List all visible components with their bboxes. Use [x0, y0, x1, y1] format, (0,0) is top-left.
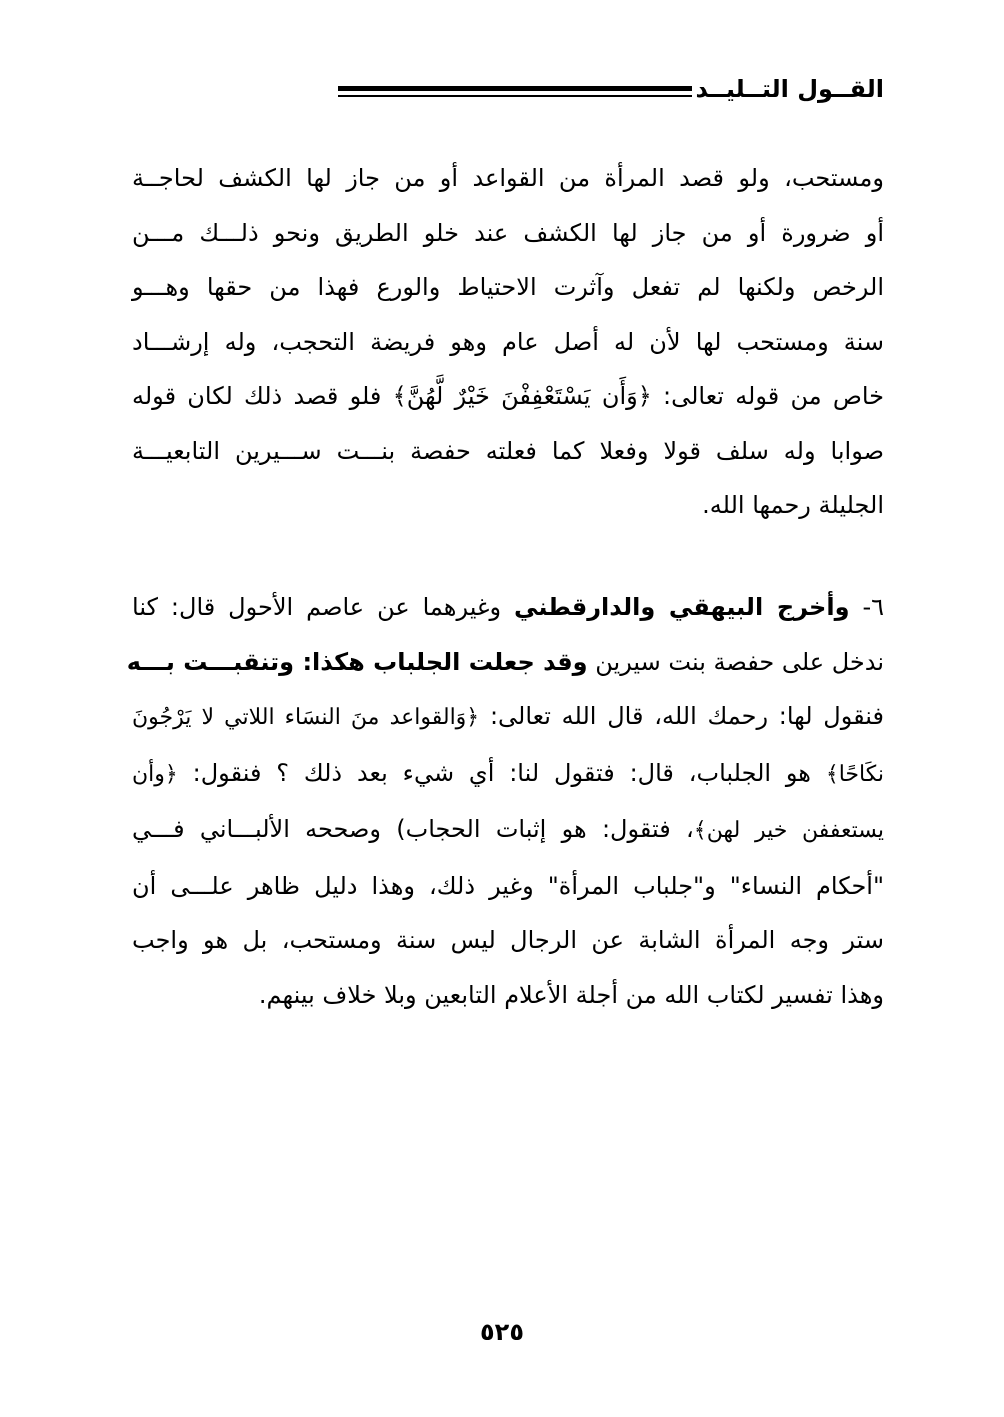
paragraph-2: [126, 580, 885, 1022]
narration-text: ندخل على حفصة بنت سيرين: [587, 647, 884, 676]
paragraph-2-line-1: [132, 580, 884, 635]
quran-verse: ﴿وَالقواعد منَ النسَاء اللاتي لا يَرْجُونَ: [132, 705, 480, 730]
paragraph-2-line-4: [132, 746, 884, 803]
narration-text: فنقول لها: رحمك الله، قال الله تعالى:: [479, 702, 884, 730]
bold-sources: وأخرج البيهقي والدارقطني: [514, 593, 850, 621]
paragraph-1-line: ومستحب، ولو قصد المرأة من القواعد أو من جاز لها الكشف لحاجــة: [132, 164, 884, 192]
header-title: القــول التــليــد: [695, 75, 884, 103]
paragraph-2-line-6: "أحكام النساء" و"جلباب المرأة" وغير ذلك، وهذا دليل ظاهر علـــى أن: [132, 871, 884, 900]
narration-text: ، فتقول: هو إثبات الحجاب) وصححه الألبـــاني فـــي: [132, 815, 694, 843]
paragraph-2-line-3: [132, 689, 884, 746]
paragraph-1: [132, 151, 884, 533]
quran-verse: يستعففن خير لهن﴾: [693, 818, 884, 843]
paragraph-1-line: الجليلة رحمها الله.: [702, 491, 884, 519]
paragraph-1-line: أو ضرورة أو من جاز لها الكشف عند خلو الطريق ونحو ذلـــك مـــن: [132, 218, 884, 247]
paragraph-2-line-8: وهذا تفسير لكتاب الله من أجلة الأعلام التابعين وبلا خلاف بينهم.: [258, 980, 884, 1009]
header-rule-thin: [338, 95, 692, 97]
narration-text: هو الجلباب، قال: فتقول لنا: أي شيء بعد ذلك ؟ فنقول:: [177, 758, 826, 787]
quran-verse: نكَاحًا﴾: [825, 761, 884, 787]
paragraph-2-line-2: [126, 635, 884, 690]
paragraph-2-line-7: ستر وجه المرأة الشابة عن الرجال ليس سنة ومستحب، بل هو واجب: [132, 926, 884, 954]
bold-jilbab-quote: وقد جعلت الجلباب هكذا: وتنقبـــت بـــه: [126, 647, 588, 676]
item-number: ٦-: [849, 593, 885, 621]
quran-verse: ﴿وأن: [132, 761, 178, 787]
paragraph-1-line: خاص من قوله تعالى: ﴿وَأَن يَسْتَعْفِفْنَ خَيْرٌ لَّهُنَّ﴾ فلو قصد ذلك لكان قوله: [132, 382, 884, 410]
paragraph-1-line: سنة ومستحب لها لأن له أصل عام وهو فريضة التحجب، وله إرشـــاد: [132, 327, 884, 356]
paragraph-1-line: صوابا وله سلف قولا وفعلا كما فعلته حفصة بنـــت ســـيرين التابعيـــة: [132, 436, 884, 465]
narration-intro: وغيرهما عن عاصم الأحول قال: كنا: [132, 593, 515, 621]
page-header: [130, 72, 884, 112]
header-rule-thick: [338, 86, 692, 91]
paragraph-1-line: الرخص ولكنها لم تفعل وآثرت الاحتياط والورع فهذا من حقها وهـــو: [132, 273, 884, 301]
paragraph-2-line-5: [132, 802, 884, 859]
page-number: ٥٢٥: [480, 1318, 524, 1346]
